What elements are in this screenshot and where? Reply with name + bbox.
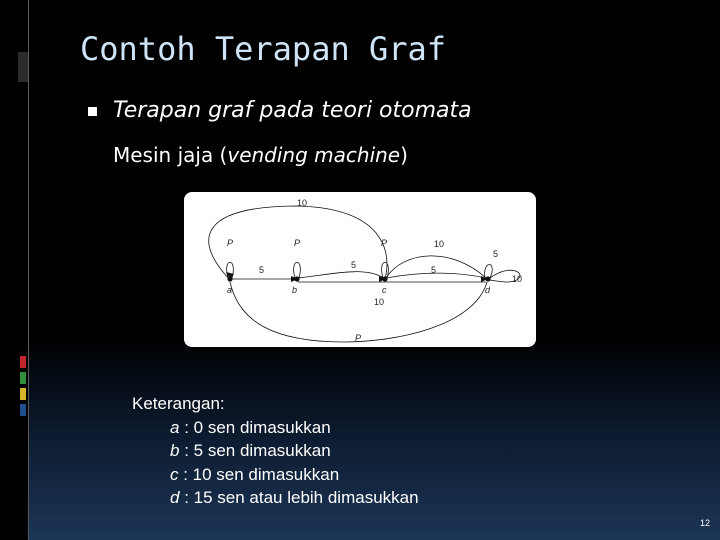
legend-heading: Keterangan: (132, 394, 225, 413)
bullet-text: Terapan graf pada teori otomata (113, 98, 472, 123)
node-b (294, 276, 299, 281)
label-loop-b: P (294, 238, 301, 248)
legend-text: : 10 sen dimasukkan (178, 464, 340, 484)
node-c (382, 276, 387, 281)
label-bottom-arc: P (355, 333, 362, 343)
node-a (227, 276, 232, 281)
label-loop-d-right: 10 (512, 274, 523, 284)
edge-b-c (298, 272, 384, 278)
node-label-b: b (292, 285, 298, 295)
legend-item (132, 439, 419, 463)
label-loop-a: P (227, 238, 234, 248)
node-label-c: c (382, 285, 387, 295)
page-number: 12 (699, 518, 710, 528)
subtitle-suffix: ) (400, 143, 408, 167)
subtitle-prefix: Mesin jaja ( (113, 143, 228, 167)
bullet-marker (88, 107, 97, 116)
label-c-d: 5 (431, 265, 437, 275)
decor-block (18, 52, 28, 82)
label-b-c: 5 (351, 260, 357, 270)
legend-text: : 5 sen dimasukkan (179, 441, 331, 460)
legend-key: b (170, 441, 180, 460)
subtitle (113, 143, 408, 167)
legend-item (132, 463, 419, 487)
legend-item (132, 486, 419, 510)
state-diagram (184, 192, 536, 347)
label-loop-d-top: 5 (493, 249, 499, 259)
legend-key: a (170, 417, 180, 437)
node-d (485, 276, 490, 281)
state-diagram-svg (184, 192, 536, 347)
legend-text: : 15 sen atau lebih dimasukkan (179, 488, 419, 507)
label-a-b: 5 (259, 265, 265, 275)
slide-title: Contoh Terapan Graf (80, 30, 447, 68)
label-top-arc: 10 (297, 198, 308, 208)
legend-item (132, 416, 419, 440)
legend-key: c (170, 464, 179, 484)
label-b-d: 10 (374, 297, 385, 307)
label-loop-c: P (381, 238, 388, 248)
node-label-d: d (485, 285, 491, 295)
legend-text: : 0 sen dimasukkan (179, 417, 331, 437)
loop-c (382, 262, 389, 278)
decor-square-red (20, 356, 26, 368)
decor-square-green (20, 372, 26, 384)
left-divider (28, 0, 29, 540)
subtitle-italic: vending machine (227, 143, 401, 167)
loop-d-top (485, 265, 493, 279)
decor-square-yellow (20, 388, 26, 400)
node-label-a: a (227, 285, 233, 295)
legend (132, 392, 419, 510)
decor-square-blue (20, 404, 26, 416)
label-c-d-upper: 10 (434, 239, 445, 249)
loop-b (294, 262, 301, 278)
legend-key: d (170, 488, 180, 507)
